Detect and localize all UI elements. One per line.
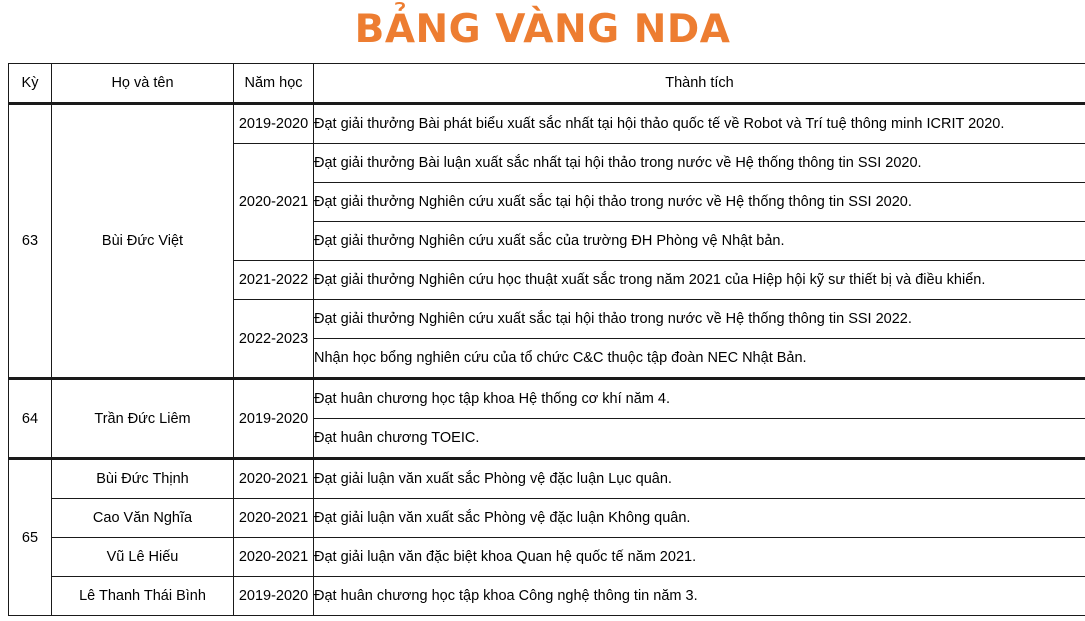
school-year-cell: 2022-2023 bbox=[234, 300, 314, 379]
achievement-cell: Đạt giải thưởng Nghiên cứu xuất sắc tại hội thảo trong nước về Hệ thống thông tin SSI 2022. bbox=[314, 300, 1085, 339]
student-name-cell: Trần Đức Liêm bbox=[52, 379, 234, 459]
student-name-cell: Bùi Đức Việt bbox=[52, 104, 234, 379]
achievement-cell: Đạt giải thưởng Nghiên cứu học thuật xuất sắc trong năm 2021 của Hiệp hội kỹ sư thiết bị và điều khiển. bbox=[314, 261, 1085, 300]
school-year-cell: 2021-2022 bbox=[234, 261, 314, 300]
table-header-row bbox=[9, 64, 1085, 104]
achievement-cell: Đạt huân chương học tập khoa Hệ thống cơ khí năm 4. bbox=[314, 379, 1085, 419]
table-row bbox=[9, 459, 1085, 499]
page-title: BẢNG VÀNG NDA bbox=[354, 7, 731, 52]
achievement-cell: Đạt giải thưởng Nghiên cứu xuất sắc tại hội thảo trong nước về Hệ thống thông tin SSI 2020. bbox=[314, 183, 1085, 222]
achievement-cell: Đạt giải thưởng Bài phát biểu xuất sắc nhất tại hội thảo quốc tế về Robot và Trí tuệ thông minh ICRIT 2020. bbox=[314, 104, 1085, 144]
student-name-cell: Vũ Lê Hiếu bbox=[52, 538, 234, 577]
cohort-cell: 64 bbox=[9, 379, 52, 459]
student-name-cell: Cao Văn Nghĩa bbox=[52, 499, 234, 538]
student-name-cell: Lê Thanh Thái Bình bbox=[52, 577, 234, 616]
achievement-cell: Đạt giải luận văn xuất sắc Phòng vệ đặc luận Lục quân. bbox=[314, 459, 1085, 499]
cohort-cell: 63 bbox=[9, 104, 52, 379]
header-year: Năm học bbox=[234, 64, 314, 104]
achievement-cell: Đạt giải thưởng Nghiên cứu xuất sắc của trường ĐH Phòng vệ Nhật bản. bbox=[314, 222, 1085, 261]
table-row bbox=[9, 499, 1085, 538]
achievement-cell: Nhận học bổng nghiên cứu của tổ chức C&C thuộc tập đoàn NEC Nhật Bản. bbox=[314, 339, 1085, 379]
achievement-cell: Đạt huân chương TOEIC. bbox=[314, 419, 1085, 459]
header-name: Họ và tên bbox=[52, 64, 234, 104]
header-ky: Kỳ bbox=[9, 64, 52, 104]
header-achievement: Thành tích bbox=[314, 64, 1085, 104]
honor-table bbox=[8, 63, 1085, 616]
table-row bbox=[9, 379, 1085, 419]
school-year-cell: 2020-2021 bbox=[234, 499, 314, 538]
cohort-cell: 65 bbox=[9, 459, 52, 616]
school-year-cell: 2019-2020 bbox=[234, 104, 314, 144]
table-row bbox=[9, 104, 1085, 144]
achievement-cell: Đạt giải luận văn đặc biệt khoa Quan hệ quốc tế năm 2021. bbox=[314, 538, 1085, 577]
school-year-cell: 2020-2021 bbox=[234, 144, 314, 261]
school-year-cell: 2020-2021 bbox=[234, 459, 314, 499]
student-name-cell: Bùi Đức Thịnh bbox=[52, 459, 234, 499]
table-row bbox=[9, 577, 1085, 616]
table-row bbox=[9, 538, 1085, 577]
achievement-cell: Đạt giải luận văn xuất sắc Phòng vệ đặc luận Không quân. bbox=[314, 499, 1085, 538]
school-year-cell: 2019-2020 bbox=[234, 379, 314, 459]
school-year-cell: 2019-2020 bbox=[234, 577, 314, 616]
school-year-cell: 2020-2021 bbox=[234, 538, 314, 577]
achievement-cell: Đạt huân chương học tập khoa Công nghệ thông tin năm 3. bbox=[314, 577, 1085, 616]
achievement-cell: Đạt giải thưởng Bài luận xuất sắc nhất tại hội thảo trong nước về Hệ thống thông tin SSI 2020. bbox=[314, 144, 1085, 183]
